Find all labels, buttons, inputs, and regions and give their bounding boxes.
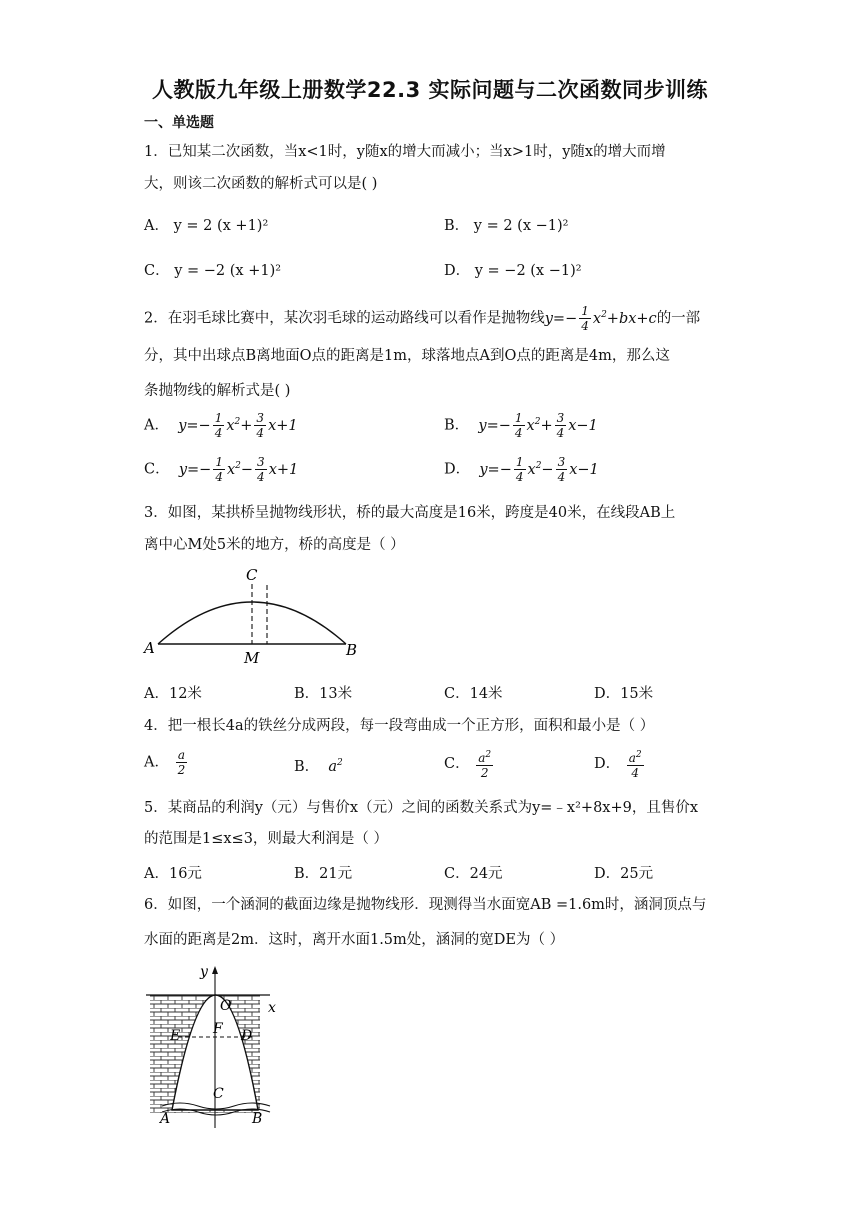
q6-culvert-figure xyxy=(140,960,290,1132)
q2-option-c xyxy=(144,455,298,484)
q3-label-a: A xyxy=(144,639,155,657)
q5-stem-line2: 的范围是1≤x≤3，则最大利润是（ ） xyxy=(144,831,389,847)
q3-bridge-figure xyxy=(140,562,380,672)
q3-label-c: C xyxy=(246,566,258,584)
q6-stem-line1: 6．如图，一个涵洞的截面边缘是抛物线形．现测得当水面宽AB =1.6m时，涵洞顶点与 xyxy=(144,897,707,913)
q3-label-b: B xyxy=(346,641,358,659)
q3-option-c: C．14米 xyxy=(444,686,503,702)
q1-stem-line2: 大，则该二次函数的解析式可以是( ) xyxy=(144,176,378,192)
q5-option-a: A．16元 xyxy=(144,866,202,882)
q6-label-b: B xyxy=(252,1111,263,1127)
q6-label-e: E xyxy=(170,1028,181,1044)
q2-stem-line1-text: 2．在羽毛球比赛中，某次羽毛球的运动路线可以看作是抛物线 xyxy=(144,310,545,327)
q2-option-a-formula: y=− $\frac{1}{4}$ $x^2+$ $\frac{3}{4}$ x+1 xyxy=(173,411,298,440)
q5-option-c: C．24元 xyxy=(444,866,503,882)
q5-stem-line1: 5．某商品的利润y（元）与售价x（元）之间的函数关系式为y=﹣x²+8x+9，且售价x xyxy=(144,800,699,816)
q4-option-a-formula: $\frac{a}{2}$ xyxy=(177,748,186,777)
q1-option-d: D． y = −2 (x −1)² xyxy=(444,263,582,279)
q4-stem-line1: 4．把一根长4a的铁丝分成两段，每一段弯曲成一个正方形，面积和最小是（ ） xyxy=(144,718,655,734)
q6-label-o: O xyxy=(220,998,232,1014)
q5-option-b: B．21元 xyxy=(294,866,353,882)
q2-stem-line1-end: 的一部 xyxy=(656,310,701,327)
q6-label-y: y xyxy=(200,964,208,980)
q1-option-a: A． y = 2 (x +1)² xyxy=(144,218,269,234)
q1-option-b: B． y = 2 (x −1)² xyxy=(444,218,569,234)
q2-stem-line3: 条抛物线的解析式是( ) xyxy=(144,383,291,399)
q6-label-d: D xyxy=(241,1028,253,1044)
q4-option-d-letter: D． xyxy=(594,756,621,772)
q2-stem-line1 xyxy=(144,304,700,333)
q1-option-c: C． y = −2 (x +1)² xyxy=(144,263,282,279)
q2-option-b-formula: y=− $\frac{1}{4}$ $x^2+$ $\frac{3}{4}$ x−1 xyxy=(473,411,598,440)
q2-parabola-formula: y=− $\frac{1}{4}$ $x^2+bx+c$ xyxy=(544,304,657,333)
q4-option-b-formula: $a^2$ xyxy=(323,758,343,775)
q4-option-d-formula: $\frac{a^2}{4}$ xyxy=(628,750,642,780)
q6-label-x: x xyxy=(268,1000,276,1016)
section-heading: 一、单选题 xyxy=(144,115,214,131)
q2-option-b-letter: B． xyxy=(444,417,470,434)
q5-option-d: D．25元 xyxy=(594,866,654,882)
q3-stem-line2: 离中心M处5米的地方，桥的高度是（ ） xyxy=(144,537,405,553)
q2-option-b xyxy=(444,411,598,440)
q3-stem-line1: 3．如图，某拱桥呈抛物线形状，桥的最大高度是16米，跨度是40米，在线段AB上 xyxy=(144,505,676,521)
q3-option-d: D．15米 xyxy=(594,686,654,702)
q6-stem-line2: 水面的距离是2m．这时，离开水面1.5m处，涵洞的宽DE为（ ） xyxy=(144,932,565,948)
q2-option-d-letter: D． xyxy=(444,461,471,478)
q2-option-d xyxy=(444,455,599,484)
q6-label-c: C xyxy=(213,1086,224,1102)
q6-label-f: F xyxy=(213,1021,223,1037)
q2-option-a xyxy=(144,411,298,440)
q2-option-d-formula: y=− $\frac{1}{4}$ $x^2-$ $\frac{3}{4}$ x−1 xyxy=(474,455,599,484)
q3-option-a: A．12米 xyxy=(144,686,202,702)
q6-y-axis-arrow xyxy=(212,966,218,974)
q4-option-c xyxy=(444,748,495,780)
q2-option-a-letter: A． xyxy=(144,417,169,434)
q4-option-b xyxy=(294,755,343,776)
q4-option-c-letter: C． xyxy=(444,756,470,772)
q4-option-c-formula: $\frac{a^2}{2}$ xyxy=(478,750,492,780)
q3-option-b: B．13米 xyxy=(294,686,353,702)
q2-option-c-letter: C． xyxy=(144,461,170,478)
page-title: 人教版九年级上册数学22.3 实际问题与二次函数同步训练 xyxy=(151,78,709,102)
q4-option-a-letter: A． xyxy=(144,754,169,771)
q4-option-d xyxy=(594,748,646,780)
q2-stem-line2: 分，其中出球点B离地面O点的距离是1m，球落地点A到O点的距离是4m，那么这 xyxy=(144,348,670,364)
q4-option-a xyxy=(144,748,189,777)
q2-option-c-formula: y=− $\frac{1}{4}$ $x^2-$ $\frac{3}{4}$ x+1 xyxy=(174,455,299,484)
q3-label-m: M xyxy=(244,649,260,667)
q4-option-b-letter: B． xyxy=(294,759,320,775)
q6-label-a: A xyxy=(160,1111,171,1127)
q1-stem-line1: 1．已知某二次函数，当x<1时，y随x的增大而减小；当x>1时，y随x的增大而增 xyxy=(144,144,666,160)
